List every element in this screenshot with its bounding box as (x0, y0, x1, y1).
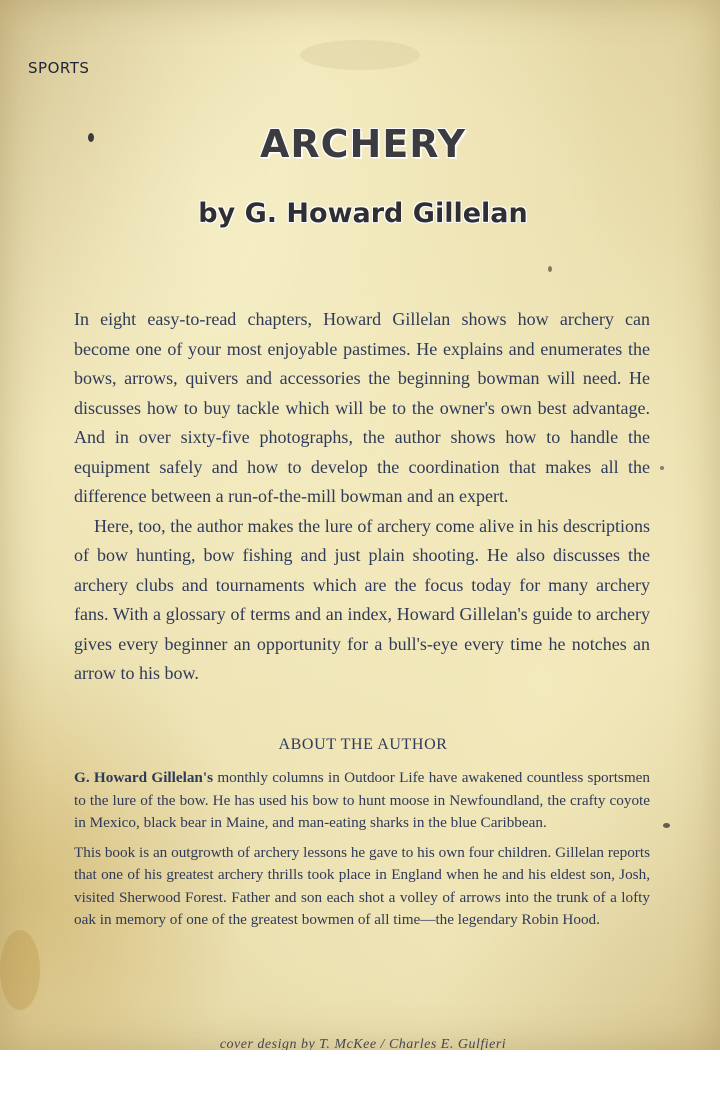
paper-stain (660, 466, 664, 470)
book-title: ARCHERY (259, 122, 467, 166)
paper-stain (663, 823, 670, 828)
paper-stain (548, 266, 552, 272)
book-description (74, 305, 650, 689)
author-name: G. Howard Gillelan's (74, 769, 213, 786)
about-paragraph: This book is an outgrowth of archery lessons he gave to his own four children. Gillelan reports that one of his greatest archery thrills took place in England when he and his eldest son, Josh, visited Sherwood Forest. Father and son each shot a volley of arrows into the trunk of a lofty oak in memory of one of the greatest bowmen of all time—the legendary Robin Hood. (74, 843, 650, 928)
about-author-heading: ABOUT THE AUTHOR (278, 736, 448, 753)
about-author-section (74, 767, 650, 932)
description-paragraph: Here, too, the author makes the lure of archery come alive in his descriptions of bow hunting, bow fishing and just plain shooting. He also discusses the archery clubs and tournaments which are the focus today for many archery fans. With a glossary of terms and an index, Howard Gillelan's guide to archery gives every beginner an opportunity for a bull's-eye every time he notches an arrow to his bow. (74, 515, 650, 683)
about-paragraph (74, 767, 650, 835)
book-author: by G. Howard Gillelan (198, 198, 528, 229)
about-paragraph-text: monthly columns in Outdoor Life have awakened countless sportsmen to the lure of the bow. He has used his bow to hunt moose in Newfoundland, the crafty coyote in Mexico, black bear in Maine, and man-eating sharks in the blue Caribbean. (74, 769, 650, 831)
description-paragraph: In eight easy-to-read chapters, Howard Gillelan shows how archery can become one of your most enjoyable pastimes. He explains and enumerates the bows, arrows, quivers and accessories the beginning bowman will need. He discusses how to buy tackle which will be to the owner's own best advantage. And in over sixty-five photographs, the author shows how to handle the equipment safely and how to develop the coordination that makes all the difference between a run-of-the-mill bowman and an expert. (74, 309, 650, 506)
paper-stain (300, 40, 420, 70)
category-label: SPORTS (28, 59, 90, 77)
cover-design-credit: cover design by T. McKee / Charles E. Gulfieri (219, 1037, 507, 1050)
paper-stain (0, 930, 40, 1010)
